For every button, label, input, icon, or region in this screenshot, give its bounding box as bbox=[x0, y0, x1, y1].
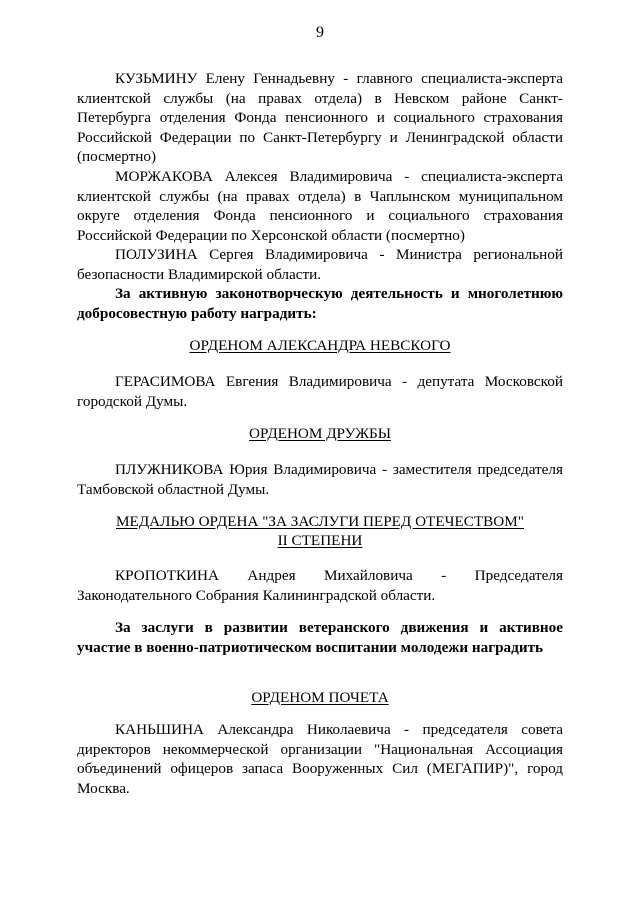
award-heading-medal-degree: II СТЕПЕНИ bbox=[277, 532, 363, 549]
nominee-gerasimov: ГЕРАСИМОВА Евгения Владимировича - депутата Московской городской Думы. bbox=[77, 373, 563, 410]
page-number: 9 bbox=[316, 24, 324, 41]
nominee-kuzmina: КУЗЬМИНУ Елену Геннадьевну - главного специалиста-эксперта клиентской службы (на правах отдела) в Невском районе Санкт-Петербурга отделения Фонда пенсионного и социального страхования Российской Федерации по Санкт-Петербургу и Ленинградской области (посмертно) bbox=[77, 70, 563, 166]
nominee-kropotkin: КРОПОТКИНА Андрея Михайловича - Председателя Законодательного Собрания Калининградской области. bbox=[77, 567, 563, 604]
nominee-pluzhnikov-block bbox=[77, 460, 563, 499]
nominee-kanshin-block bbox=[77, 720, 563, 798]
award-heading-honor: ОРДЕНОМ ПОЧЕТА bbox=[251, 689, 389, 706]
award-heading-nevsky: ОРДЕНОМ АЛЕКСАНДРА НЕВСКОГО bbox=[189, 337, 451, 354]
nominee-gerasimov-block bbox=[77, 372, 563, 411]
award-heading-medal: МЕДАЛЬЮ ОРДЕНА "ЗА ЗАСЛУГИ ПЕРЕД ОТЕЧЕСТВОМ" bbox=[116, 513, 524, 530]
section-intro-veterans bbox=[77, 618, 563, 657]
nominee-pluzhnikov: ПЛУЖНИКОВА Юрия Владимировича - заместителя председателя Тамбовской областной Думы. bbox=[77, 461, 563, 498]
nominee-morzhakov: МОРЖАКОВА Алексея Владимировича - специалиста-эксперта клиентской службы (на правах отдела) в Чаплынском муниципальном округе отделения Фонда пенсионного и социального страхования Российской Федерации по Херсонской области (посмертно) bbox=[77, 167, 563, 244]
nominee-kropotkin-block bbox=[77, 566, 563, 605]
award-list-continued bbox=[77, 69, 563, 285]
section-intro-legislative bbox=[77, 284, 563, 323]
award-heading-friendship: ОРДЕНОМ ДРУЖБЫ bbox=[249, 425, 391, 442]
section-intro-text: За заслуги в развитии ветеранского движения и активное участие в военно-патриотическом воспитании молодежи наградить bbox=[77, 619, 563, 656]
section-intro-text: За активную законотворческую деятельность и многолетнюю добросовестную работу наградить: bbox=[77, 285, 563, 322]
nominee-kanshin: КАНЬШИНА Александра Николаевича - председателя совета директоров некоммерческой организации "Национальная Ассоциация объединений офицеров запаса Вооруженных Сил (МЕГАПИР)", город Москва. bbox=[77, 721, 563, 797]
nominee-poluzin: ПОЛУЗИНА Сергея Владимировича - Министра региональной безопасности Владимирской области. bbox=[77, 246, 563, 283]
